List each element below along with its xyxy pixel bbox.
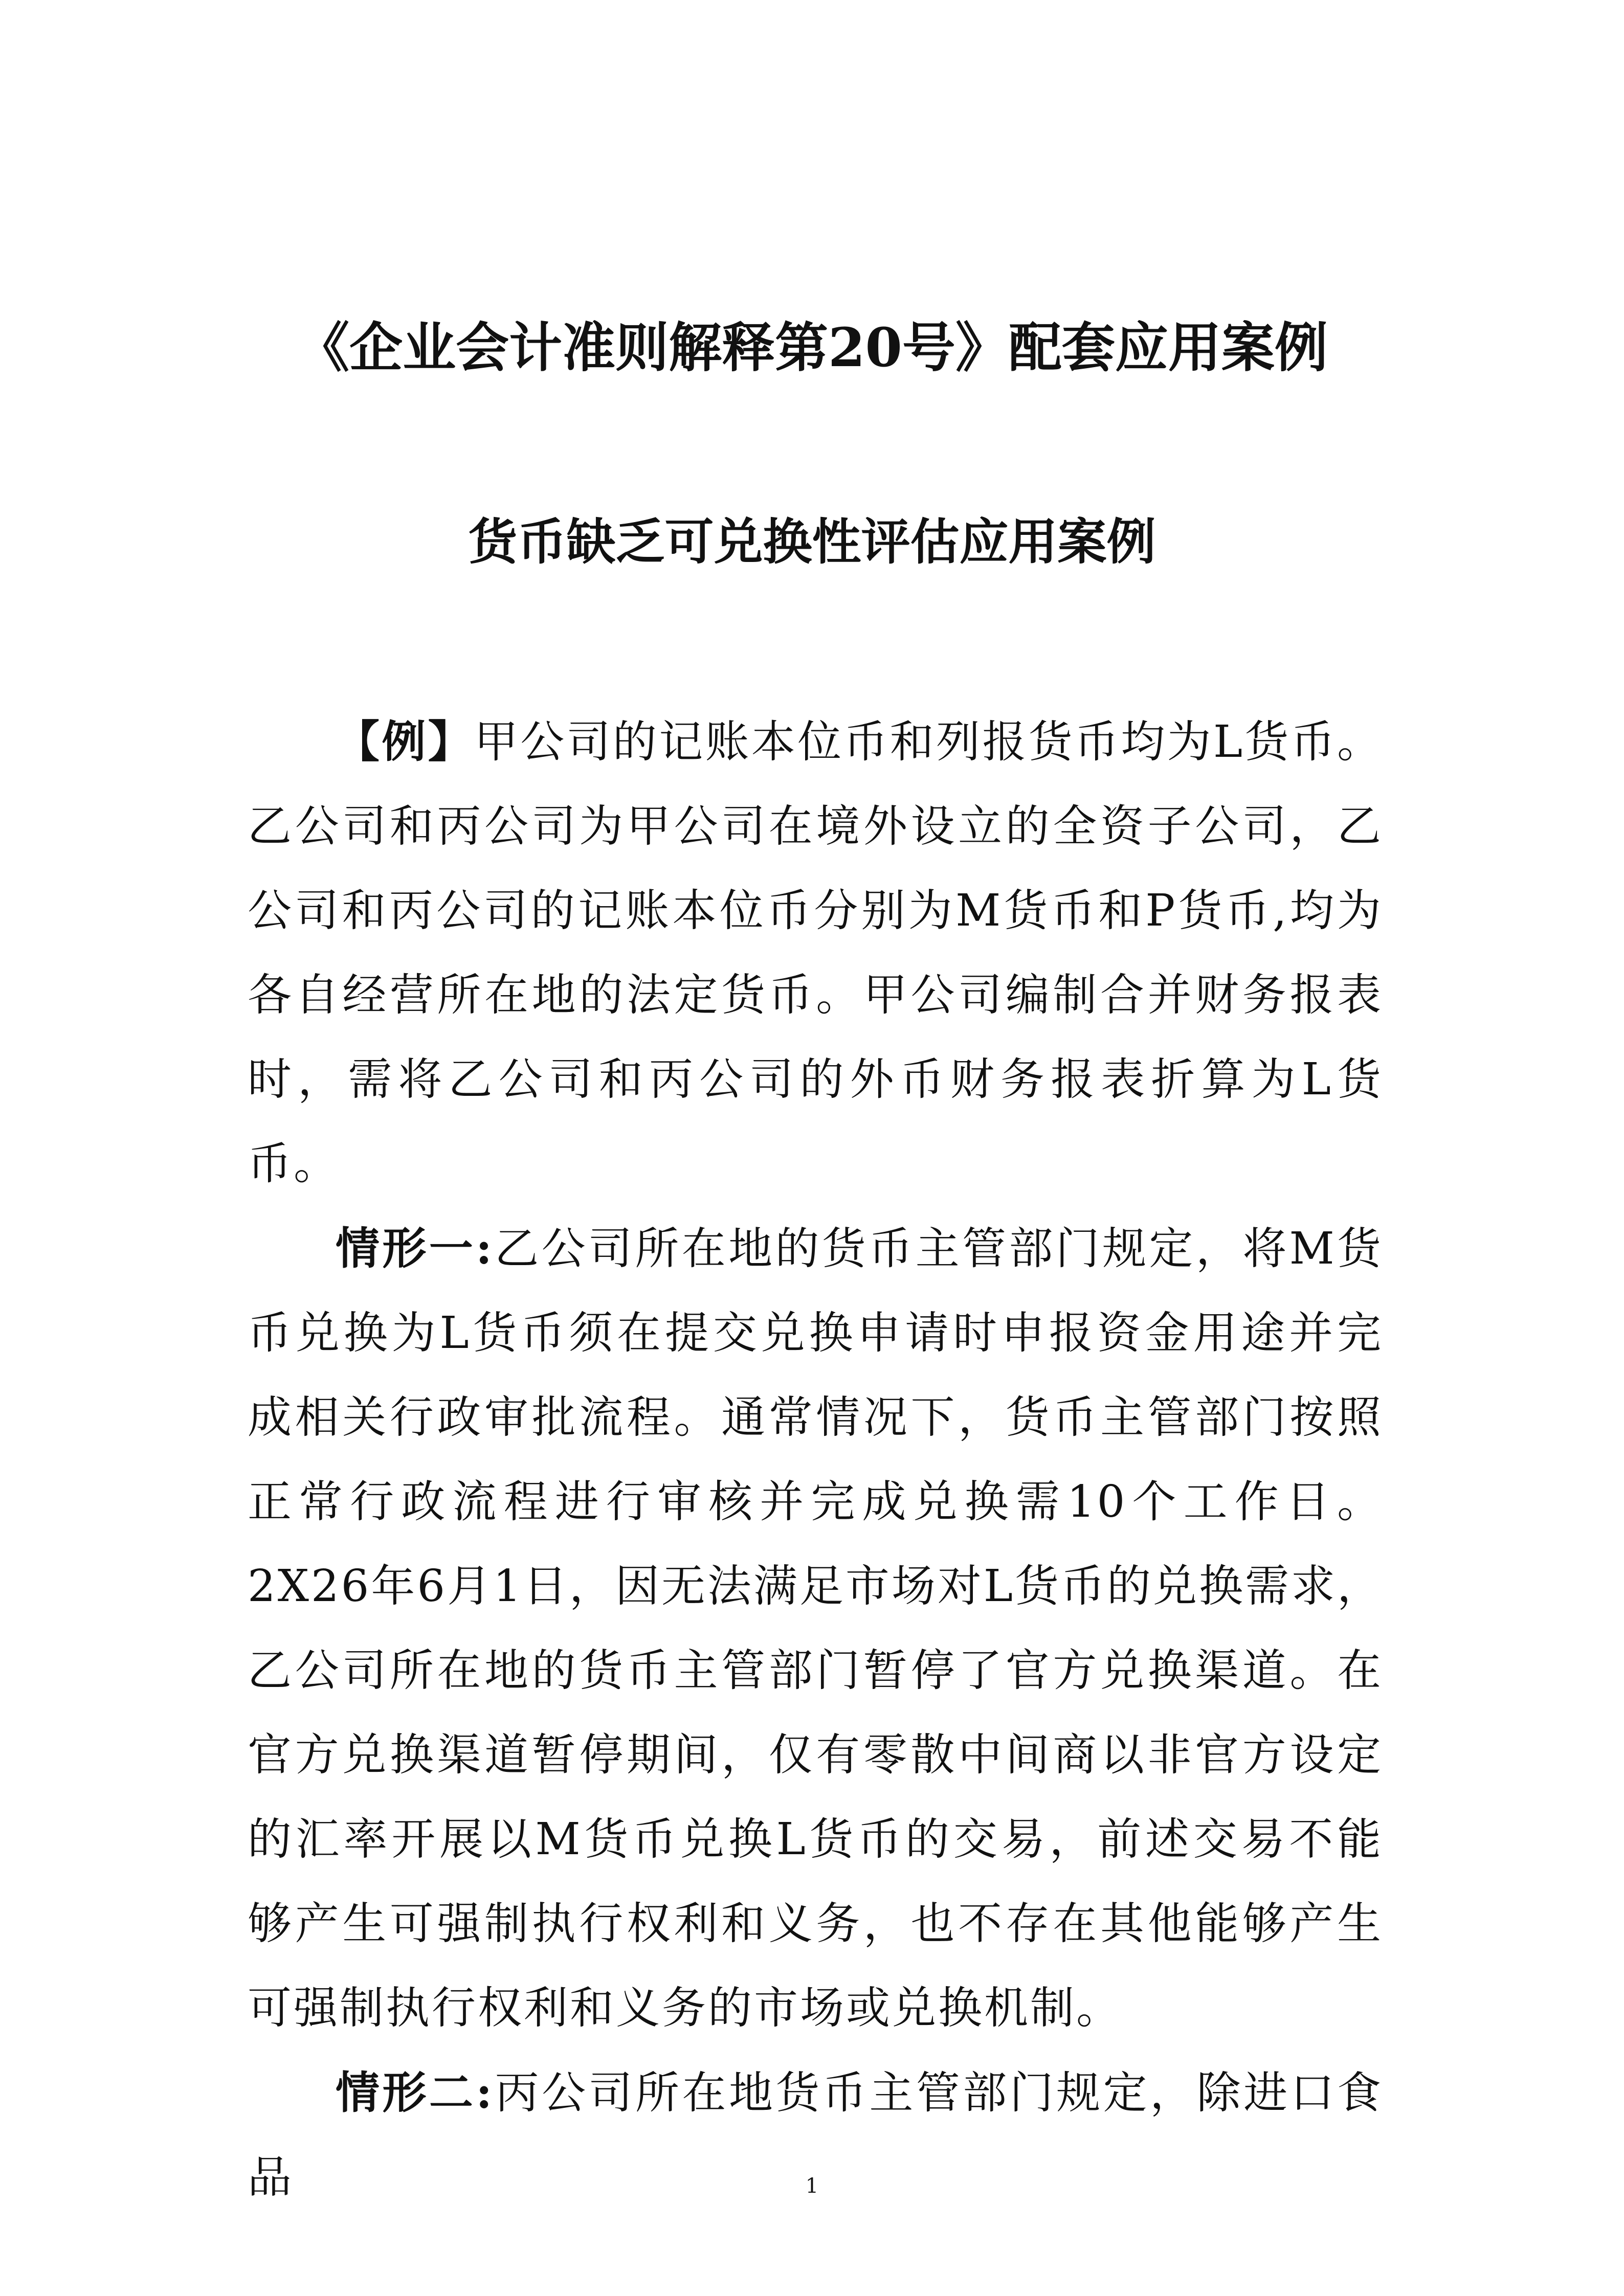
document-body <box>248 700 1383 2220</box>
paragraph-text: 甲公司的记账本位币和列报货币均为L货币。乙公司和丙公司为甲公司在境外设立的全资子公司，乙公司和丙公司的记账本位币分别为M货币和P货币,均为各自经营所在地的法定货币。甲公司编制合并财务报表时，需将乙公司和丙公司的外币财务报表折算为L货币。 <box>248 716 1384 1189</box>
paragraph-scenario-one <box>248 1206 1383 2051</box>
document-title: 《企业会计准则解释第20号》配套应用案例 <box>296 316 1328 379</box>
page-number: 1 <box>805 2174 819 2198</box>
paragraph-lead: 【例】 <box>336 716 474 768</box>
paragraph-text: 乙公司所在地的货币主管部门规定，将M货币兑换为L货币须在提交兑换申请时申报资金用途并完成相关行政审批流程。通常情况下，货币主管部门按照正常行政流程进行审核并完成兑换需10个工作日。2X26年6月1日，因无法满足市场对L货币的兑换需求，乙公司所在地的货币主管部门暂停了官方兑换渠道。在官方兑换渠道暂停期间，仅有零散中间商以非官方设定的汇率开展以M货币兑换L货币的交易，前述交易不能够产生可强制执行权利和义务，也不存在其他能够产生可强制执行权利和义务的市场或兑换机制。 <box>248 1223 1384 2034</box>
paragraph-example <box>248 700 1383 1206</box>
paragraph-lead: 情形二: <box>336 2067 495 2119</box>
paragraph-lead: 情形一: <box>336 1223 494 1274</box>
paragraph-text: 丙公司所在地货币主管部门规定，除进口食品 <box>248 2067 1384 2203</box>
document-subtitle: 货币缺乏可兑换性评估应用案例 <box>468 513 1156 571</box>
